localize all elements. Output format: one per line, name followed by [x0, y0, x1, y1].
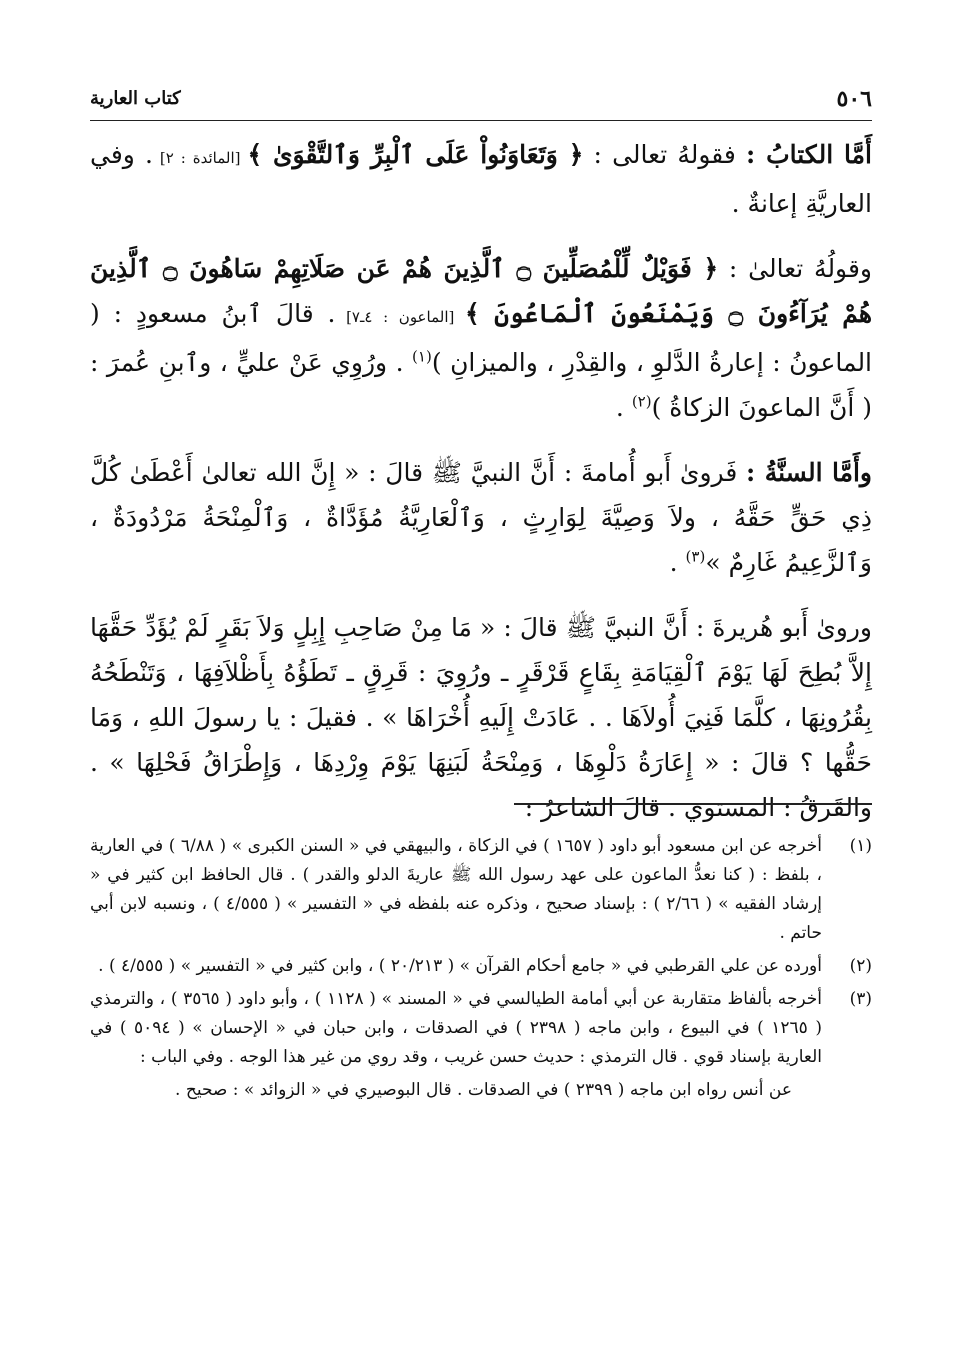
- paragraph-text: .: [615, 393, 632, 422]
- paragraph-text: فقولهُ تعالى :: [583, 140, 746, 169]
- paragraph-sunna: [90, 450, 872, 585]
- footnote-number: (٢): [849, 956, 872, 976]
- paragraph-maun: [90, 246, 872, 430]
- footnote-text: أخرجه عن ابن مسعود أبو داود ( ١٦٥٧ ) في الزكاة ، والبيهقي في « السنن الكبرى » ( ٦/٨٨ ) في العارية ، بلفظ : ( كنا نعدُّ الماعون على عهد رسول الله ﷺ عاريةَ الدلو والقدر ) . قال الحافظ ابن كثير في « إرشاد الفقيه » ( ٢/٦٦ ) : بإسناد صحيح ، وذكره عنه بلفظه في « التفسير » ( ٤/٥٥٥ ) ، ونسبه لابن أبي حاتم .: [90, 836, 823, 943]
- paragraph-abu-hurayra: [90, 605, 872, 830]
- quran-verse: ﴿ وَتَعَاوَنُواْ عَلَى ٱلْبِرِّ وَٱلتَّقْوَىٰ ﴾: [247, 140, 584, 169]
- paragraph-kitab: [90, 132, 872, 226]
- footnote-text: أخرجه بألفاظ متقاربة عن أبي أمامة الطيالسي في « المسند » ( ١١٢٨ ) ، وأبو داود ( ٣٥٦٥ ) ، والترمذي ( ١٢٦٥ ) في البيوع ، وابن ماجه ( ٢٣٩٨ ) في الصدقات ، وابن حبان في « الإحسان » ( ٥٠٩٤ ) في العارية بإسناد قوي . قال الترمذي : حديث حسن غريب ، وقد روي من غير هذا الوجه . وفي الباب :: [90, 989, 822, 1067]
- footnotes: [90, 832, 872, 1105]
- footnote-item: [90, 952, 872, 981]
- paragraph-text: وقولُهُ تعالىٰ :: [718, 254, 872, 283]
- paragraph-text: فَروىٰ أَبو أُمامةَ : أَنَّ النبيَّ ﷺ قالَ : « إِنَّ الله تعالىٰ أَعْطَىٰ كُلَّ ذِي حَقٍّ حَقَّهُ ، ولاَ وَصِيَّةَ لِوَارِثٍ ، وَٱلْعَارِيَّةُ مُؤَدَّاةٌ ، وَٱلْمِنْحَةُ مَرْدُودَةٌ ، وَٱلزَّعِيمُ غَارِمٌ »: [90, 458, 872, 577]
- verse-reference: [الماعون : ٤ـ٧]: [335, 308, 465, 326]
- footnote-continuation: عن أنس رواه ابن ماجه ( ٢٣٩٩ ) في الصدقات . قال البوصيري في « الزوائد » : صحيح .: [175, 1080, 792, 1100]
- page-header: [90, 84, 872, 121]
- paragraph-text: وروىٰ أَبو هُريرةَ : أَنَّ النبيَّ ﷺ قالَ : « مَا مِنْ صَاحِبِ إِبِلٍ وَلاَ بَقَرٍ لَمْ يُؤَدِّ حَقَّهَا إِلاَّ بُطِحَ لَهَا يَوْمَ ٱلْقِيَامَةِ بِقَاعٍ قَرْقَرٍ ـ ورُوِيَ : قَرِقٍ ـ تَطَؤُهُ بِأَظْلاَفِهَا ، وَتَنْطَحُهُ بِقُرُونِهَا ، كلَّمَا فَنِيَ أُولاَهَا . . عَادَتْ إِلَيهِ أُخْرَاهَا » . فقيلَ : يا رسولَ اللهِ ، وَمَا حَقُّها ؟ قالَ : « إِعَارَةُ دَلْوِهَا ، وَمِنْحَةُ لَبَنِهَا يَوْمَ وِرْدِهَا ، وَإِطْرَاقُ فَحْلِهَا » . والقَرقُ : المستوي . قالَ الشاعرُ :: [90, 613, 872, 822]
- running-title: كتاب العارية: [90, 88, 181, 109]
- footnote-marker: (٣): [685, 547, 706, 566]
- footnote-divider: [514, 803, 872, 805]
- footnote-marker: (١): [412, 347, 432, 366]
- footnote-number: (٣): [849, 989, 872, 1009]
- main-text: [90, 132, 872, 850]
- paragraph-text: . قالَ ٱبنُ مسعودٍ : ( الماعونُ : إعارةُ الدَّلوِ ، والقِدْرِ ، والميزانِ ): [90, 299, 873, 377]
- section-lead: أَمَّا الكتابُ :: [745, 140, 872, 169]
- paragraph-text: .: [669, 548, 686, 577]
- footnote-item: [90, 832, 872, 948]
- quran-verse: ﴿ فَوَيْلٌ لِّلْمُصَلِّينَ ۝ ٱلَّذِينَ هُمْ عَن صَلَاتِهِمْ سَاهُونَ ۝ ٱلَّذِينَ هُمْ يُرَآءُونَ ۝ وَيَمْنَعُونَ ٱلْمَاعُونَ ﴾: [90, 254, 873, 328]
- footnote-marker: (٢): [631, 392, 652, 411]
- footnote-text: أورده عن علي القرطبي في « جامع أحكام القرآن » ( ٢٠/٢١٣ ) ، وابن كثير في « التفسير » ( ٤/٥٥٥ ) .: [98, 956, 822, 976]
- footnote-number: (١): [849, 836, 872, 856]
- page-number: ٥٠٦: [836, 86, 872, 112]
- footnote-item: [90, 985, 872, 1072]
- section-lead: وأَمَّا السنَّةُ :: [746, 458, 872, 487]
- verse-reference: [المائدة : ٢]: [152, 149, 248, 167]
- paragraph-text: . وفي العاريَّةِ إعانةٌ .: [90, 140, 872, 218]
- paragraph-text: . ورُوِي عَنْ عليٍّ ، وٱبنِ عُمرَ : ( أَنَّ الماعونَ الزكاةُ ): [90, 348, 872, 422]
